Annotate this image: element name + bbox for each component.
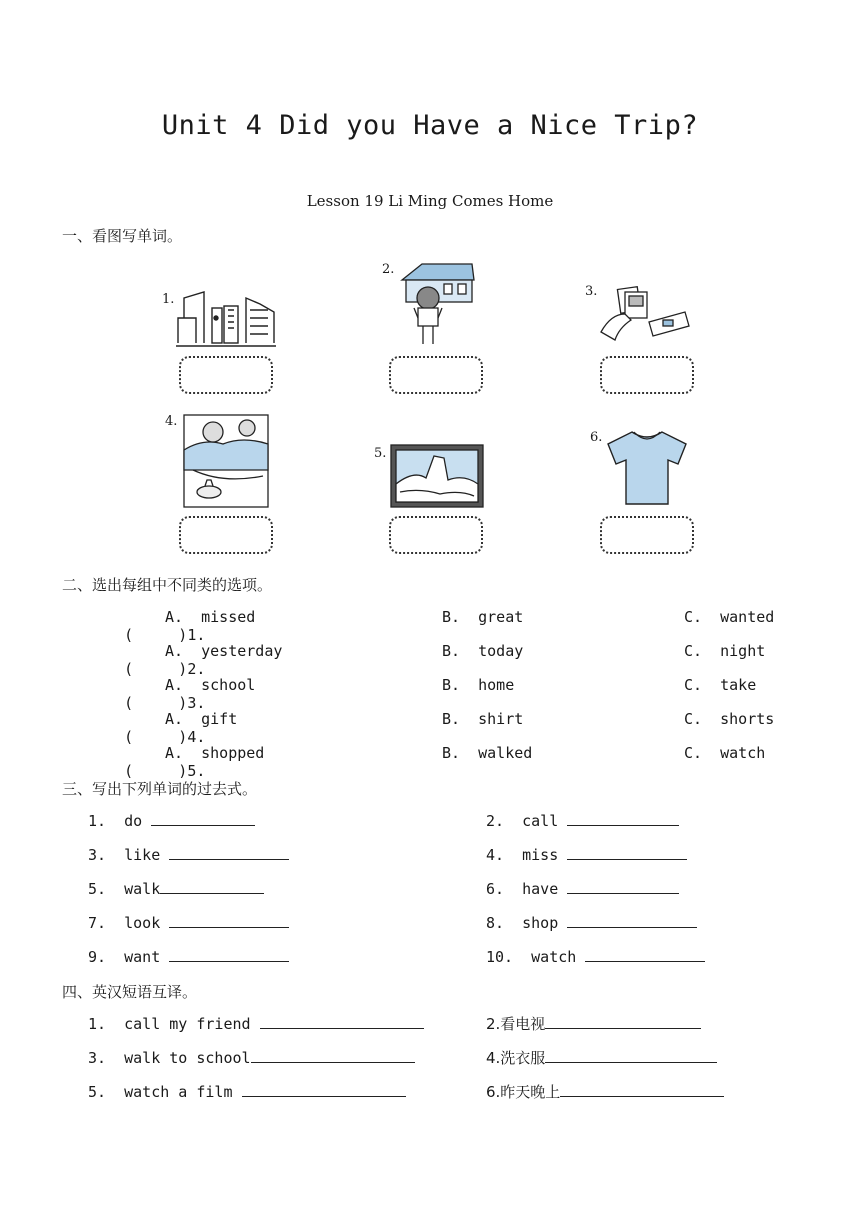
- answer-blank[interactable]: [567, 913, 697, 928]
- list-item: [88, 947, 289, 966]
- answer-box-4[interactable]: [178, 515, 274, 555]
- word-prompt: 3. like: [88, 846, 161, 864]
- picture-4: [163, 412, 273, 512]
- answer-box-1[interactable]: [178, 355, 274, 395]
- answer-blank[interactable]: [545, 1014, 701, 1029]
- option-c: C. wanted: [684, 608, 775, 626]
- answer-blank[interactable]: [567, 879, 679, 894]
- list-item: [486, 879, 679, 898]
- option-b: B. walked: [442, 744, 533, 762]
- word-prompt: 7. look: [88, 914, 161, 932]
- answer-blank[interactable]: [160, 879, 264, 894]
- page-title: Unit 4 Did you Have a Nice Trip?: [161, 110, 699, 141]
- picture-6: [588, 426, 693, 510]
- list-item: [486, 1082, 724, 1101]
- answer-blank[interactable]: [169, 913, 289, 928]
- picture-number: 2.: [382, 262, 395, 277]
- list-item: [486, 913, 697, 932]
- school-buildings-icon: [176, 288, 276, 350]
- question-number: 5.: [187, 762, 206, 780]
- picture-2: [380, 258, 480, 350]
- word-prompt: 2. call: [486, 812, 559, 830]
- list-item: [486, 1048, 717, 1067]
- word-prompt: 6. have: [486, 880, 559, 898]
- option-a: A. school: [165, 676, 256, 694]
- word-prompt: 5. walk: [88, 880, 161, 898]
- option-c: C. take: [684, 676, 757, 694]
- picture-number: 3.: [585, 284, 598, 299]
- answer-blank[interactable]: [251, 1048, 415, 1063]
- answer-blank[interactable]: [169, 947, 289, 962]
- list-item: [88, 845, 289, 864]
- picture-number: 5.: [374, 446, 387, 461]
- phrase-prompt: 3. walk to school: [88, 1049, 251, 1067]
- list-item: [88, 1082, 406, 1101]
- answer-blank[interactable]: [260, 1014, 424, 1029]
- answer-blank[interactable]: [151, 811, 255, 826]
- question-number: 1.: [187, 626, 206, 644]
- answer-paren[interactable]: ( ): [124, 728, 188, 746]
- option-c: C. watch: [684, 744, 766, 762]
- answer-paren[interactable]: ( ): [124, 762, 188, 780]
- picture-3: [583, 280, 693, 350]
- phrase-prompt: 6.昨天晚上: [486, 1083, 561, 1101]
- answer-box-3[interactable]: [599, 355, 695, 395]
- answer-blank[interactable]: [242, 1082, 406, 1097]
- lesson-subtitle: Lesson 19 Li Ming Comes Home: [306, 192, 554, 210]
- hand-holding-photos-icon: [597, 284, 693, 348]
- section-heading-3: 三、写出下列单词的过去式。: [62, 780, 258, 798]
- option-a: A. yesterday: [165, 642, 283, 660]
- framed-painting-icon: [390, 444, 484, 508]
- answer-box-5[interactable]: [388, 515, 484, 555]
- t-shirt-icon: [604, 428, 690, 508]
- word-prompt: 8. shop: [486, 914, 559, 932]
- picture-number: 1.: [162, 292, 175, 307]
- boy-at-home-icon: [398, 260, 478, 348]
- option-c: C. shorts: [684, 710, 775, 728]
- option-a: A. gift: [165, 710, 238, 728]
- picture-number: 4.: [165, 414, 178, 429]
- list-item: [88, 879, 264, 898]
- answer-blank[interactable]: [567, 811, 679, 826]
- phrase-prompt: 2.看电视: [486, 1015, 546, 1033]
- list-item: [88, 913, 289, 932]
- option-a: A. missed: [165, 608, 256, 626]
- answer-paren[interactable]: ( ): [124, 626, 188, 644]
- answer-blank[interactable]: [567, 845, 687, 860]
- answer-paren[interactable]: ( ): [124, 694, 188, 712]
- word-prompt: 4. miss: [486, 846, 559, 864]
- option-b: B. great: [442, 608, 524, 626]
- word-prompt: 10. watch: [486, 948, 577, 966]
- option-b: B. shirt: [442, 710, 524, 728]
- section-heading-1: 一、看图写单词。: [62, 227, 183, 245]
- option-c: C. night: [684, 642, 766, 660]
- answer-paren[interactable]: ( ): [124, 660, 188, 678]
- answer-blank[interactable]: [545, 1048, 717, 1063]
- word-prompt: 1. do: [88, 812, 143, 830]
- phrase-prompt: 1. call my friend: [88, 1015, 251, 1033]
- list-item: [486, 947, 705, 966]
- option-b: B. home: [442, 676, 515, 694]
- picture-1: [160, 250, 280, 350]
- list-item: [88, 811, 255, 830]
- word-prompt: 9. want: [88, 948, 161, 966]
- section-heading-2: 二、选出每组中不同类的选项。: [62, 576, 273, 594]
- picture-5: [372, 444, 487, 510]
- phrase-prompt: 4.洗衣服: [486, 1049, 546, 1067]
- option-b: B. today: [442, 642, 524, 660]
- section-heading-4: 四、英汉短语互译。: [62, 983, 198, 1001]
- question-number: 4.: [187, 728, 206, 746]
- list-item: [88, 1014, 424, 1033]
- answer-blank[interactable]: [585, 947, 705, 962]
- list-item: [88, 1048, 415, 1067]
- phrase-prompt: 5. watch a film: [88, 1083, 233, 1101]
- answer-blank[interactable]: [560, 1082, 724, 1097]
- list-item: [486, 845, 687, 864]
- list-item: [486, 811, 679, 830]
- option-a: A. shopped: [165, 744, 265, 762]
- picture-number: 6.: [590, 430, 603, 445]
- answer-box-6[interactable]: [599, 515, 695, 555]
- park-landscape-icon: [183, 414, 269, 508]
- list-item: [486, 1014, 701, 1033]
- answer-blank[interactable]: [169, 845, 289, 860]
- question-number: 3.: [187, 694, 206, 712]
- question-number: 2.: [187, 660, 206, 678]
- answer-box-2[interactable]: [388, 355, 484, 395]
